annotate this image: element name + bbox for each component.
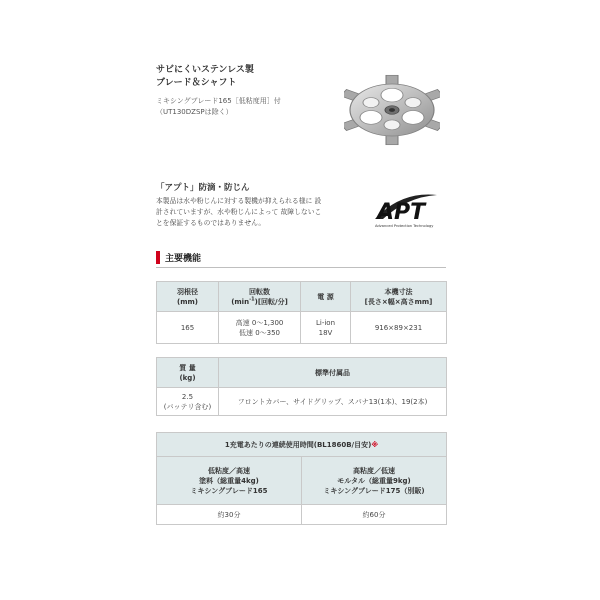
header-mass — [157, 358, 219, 388]
value-power — [301, 312, 351, 344]
header-rpm — [219, 282, 301, 312]
feature-stainless-title-line2: ブレード＆シャフト — [156, 78, 237, 88]
header-power: 電 源 — [301, 282, 351, 312]
value-rpm-low: 低速 0～350 — [238, 328, 281, 337]
feature-apt-title: 「アプト」防滴・防じん — [156, 183, 250, 193]
feature-apt-description-line2: 計されていますが、水や粉じんによって 故障しないこ — [156, 208, 322, 216]
header-runtime-mark: ※ — [371, 440, 379, 449]
spec-table-dimensions — [156, 281, 447, 344]
apt-logo-icon — [371, 189, 441, 231]
spec-section-heading-label: 主要機能 — [165, 253, 202, 264]
spec-table-mass — [156, 357, 447, 416]
feature-apt-description — [156, 196, 371, 229]
value-accessories: フロントカバー、サイドグリップ、スパナ13(1本)、19(2本) — [219, 388, 447, 416]
feature-stainless-note-line1: ミキシングブレード165［低粘度用］付 — [156, 97, 281, 105]
heading-accent-bar — [156, 251, 160, 264]
runtime-condition-high-viscosity — [302, 457, 447, 505]
runtime-condition-1-line1: 低粘度／高速 — [208, 466, 250, 475]
header-rpm-unit-sup: -1 — [249, 296, 255, 303]
runtime-condition-1-line3: ミキシングブレード165 — [190, 486, 268, 495]
runtime-condition-2-line1: 高粘度／低速 — [353, 466, 395, 475]
apt-logo-tagline: Advanced Protection Technology — [375, 224, 434, 228]
header-dimensions-line2: [長さ×幅×高さmm] — [364, 297, 433, 306]
header-blade-diameter-line2: (mm) — [177, 297, 198, 306]
spec-table-runtime — [156, 432, 447, 525]
value-mass-kg: 2.5 — [181, 392, 194, 401]
runtime-condition-1-line2: 塗料（総重量4kg) — [199, 476, 259, 485]
runtime-condition-low-viscosity — [157, 457, 302, 505]
runtime-condition-2-line2: モルタル（総重量9kg) — [337, 476, 411, 485]
feature-stainless-title-line1: サビにくいステンレス製 — [156, 65, 254, 75]
runtime-value-1: 約30分 — [157, 505, 302, 525]
header-accessories: 標準付属品 — [219, 358, 447, 388]
value-rpm — [219, 312, 301, 344]
header-runtime — [157, 433, 447, 457]
header-mass-line1: 質 量 — [179, 363, 196, 372]
value-mass-note: (バッテリ含む) — [163, 402, 212, 411]
section-divider — [156, 267, 446, 268]
header-rpm-unit-post: )[回転/分] — [254, 297, 288, 306]
apt-logo-text: APT — [377, 200, 426, 225]
header-runtime-label: 1充電あたりの連続使用時間(BL1860B/目安) — [224, 440, 372, 449]
feature-apt-description-line3: とを保証するものではありません。 — [156, 219, 266, 227]
header-rpm-line2 — [221, 297, 298, 307]
spec-section-heading — [156, 250, 201, 264]
value-power-voltage: 18V — [318, 328, 333, 337]
header-dimensions-line1: 本機寸法 — [384, 287, 413, 296]
header-blade-diameter — [157, 282, 219, 312]
feature-apt-description-line1: 本製品は水や粉じんに対する製機が抑えられる様に 設 — [156, 197, 322, 205]
value-dimensions: 916×89×231 — [351, 312, 447, 344]
value-power-type: Li-ion — [315, 318, 336, 327]
value-blade-diameter: 165 — [157, 312, 219, 344]
value-rpm-high: 高速 0～1,300 — [235, 318, 284, 327]
mixing-blade-image — [344, 72, 440, 148]
header-rpm-line1: 回転数 — [249, 287, 270, 296]
header-rpm-unit-pre: (min — [231, 297, 250, 306]
runtime-condition-2-line3: ミキシングブレード175（別販) — [323, 486, 425, 495]
feature-stainless-title — [156, 64, 254, 90]
header-dimensions — [351, 282, 447, 312]
header-blade-diameter-line1: 羽根径 — [177, 287, 198, 296]
value-mass — [157, 388, 219, 416]
runtime-value-2: 約60分 — [302, 505, 447, 525]
feature-stainless-note-line2: （UT130DZSPは除く） — [156, 108, 233, 116]
feature-stainless-note — [156, 96, 281, 118]
header-mass-line2: (kg) — [179, 373, 196, 382]
